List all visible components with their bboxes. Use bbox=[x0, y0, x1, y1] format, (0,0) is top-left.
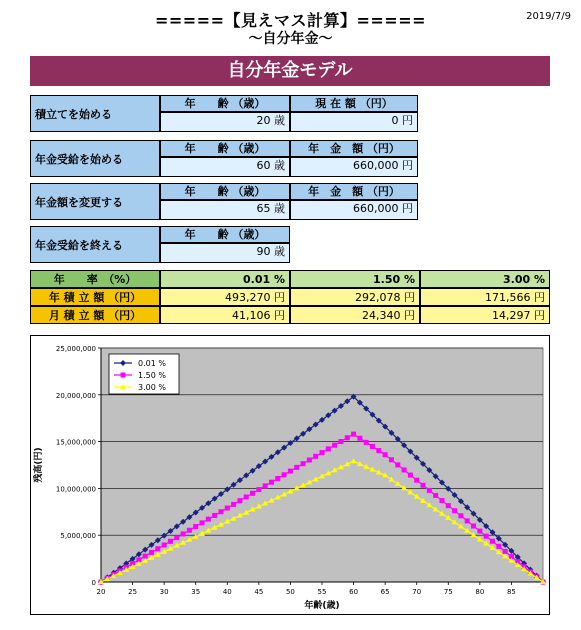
x-tick-label: 50 bbox=[285, 588, 295, 596]
monthly-label: 月 積 立 額 （円） bbox=[30, 306, 160, 324]
data-point bbox=[313, 454, 318, 459]
page-title: =====【見えマス計算】===== bbox=[154, 11, 427, 30]
monthly-value-2: 24,340 円 bbox=[290, 306, 420, 324]
data-point bbox=[212, 513, 217, 518]
data-point bbox=[244, 494, 249, 499]
data-point bbox=[458, 513, 463, 518]
x-tick-label: 25 bbox=[128, 588, 138, 596]
annual-value-1: 493,270 円 bbox=[160, 288, 290, 306]
data-point bbox=[433, 493, 438, 498]
start-amount-head: 現 在 額 （円） bbox=[290, 95, 418, 112]
receive-start-pension-head: 年 金 額 （円） bbox=[290, 140, 418, 157]
x-tick-label: 60 bbox=[349, 588, 359, 596]
data-point bbox=[193, 524, 198, 529]
data-point bbox=[288, 469, 293, 474]
y-tick-label: 20,000,000 bbox=[55, 391, 96, 400]
data-point bbox=[168, 539, 173, 544]
start-age-input[interactable]: 20 歳 bbox=[160, 112, 290, 132]
y-axis-label: 残高(円) bbox=[34, 447, 44, 483]
data-point bbox=[162, 543, 167, 548]
data-point bbox=[357, 436, 362, 441]
legend-label: 0.01 % bbox=[138, 359, 166, 368]
data-point bbox=[452, 508, 457, 513]
data-point bbox=[395, 462, 400, 467]
x-axis-label: 年齢(歳) bbox=[304, 601, 340, 611]
data-point bbox=[326, 446, 331, 451]
data-point bbox=[370, 444, 375, 449]
x-tick-label: 35 bbox=[191, 588, 201, 596]
annual-value-2: 292,078 円 bbox=[290, 288, 420, 306]
data-point bbox=[376, 448, 381, 453]
data-point bbox=[155, 546, 160, 551]
change-age-input[interactable]: 65 歳 bbox=[160, 200, 290, 220]
data-point bbox=[282, 472, 287, 477]
annual-value-3: 171,566 円 bbox=[420, 288, 550, 306]
data-point bbox=[218, 509, 223, 514]
x-tick-label: 80 bbox=[475, 588, 485, 596]
data-point bbox=[301, 461, 306, 466]
data-point bbox=[421, 483, 426, 488]
x-tick-label: 65 bbox=[380, 588, 390, 596]
monthly-value-1: 41,106 円 bbox=[160, 306, 290, 324]
data-point bbox=[471, 523, 476, 528]
data-point bbox=[206, 517, 211, 522]
data-point bbox=[256, 487, 261, 492]
y-tick-label: 25,000,000 bbox=[55, 345, 96, 353]
data-point bbox=[446, 503, 451, 508]
data-point bbox=[351, 432, 356, 437]
data-point bbox=[490, 539, 495, 544]
x-tick-label: 40 bbox=[222, 588, 232, 596]
receive-end-age-head: 年 齢 （歳） bbox=[160, 226, 290, 243]
data-point bbox=[275, 476, 280, 481]
change-pension-head: 年 金 額 （円） bbox=[290, 183, 418, 200]
start-amount-input[interactable]: 0 円 bbox=[290, 112, 418, 132]
data-point bbox=[408, 473, 413, 478]
y-tick-label: 10,000,000 bbox=[55, 485, 96, 494]
data-point bbox=[414, 478, 419, 483]
data-point bbox=[187, 528, 192, 533]
date-label: 2019/7/9 bbox=[526, 11, 571, 22]
data-point bbox=[181, 531, 186, 536]
rate-label: 年 率 （%） bbox=[30, 270, 160, 288]
data-point bbox=[427, 488, 432, 493]
balance-chart-svg bbox=[31, 336, 549, 614]
data-point bbox=[477, 529, 482, 534]
receive-start-pension-input[interactable]: 660,000 円 bbox=[290, 157, 418, 177]
x-tick-label: 30 bbox=[159, 588, 169, 596]
x-tick-label: 55 bbox=[317, 588, 327, 596]
rate-2[interactable]: 1.50 % bbox=[290, 270, 420, 288]
y-tick-label: 15,000,000 bbox=[55, 438, 96, 447]
change-label: 年金額を変更する bbox=[30, 183, 160, 220]
model-banner: 自分年金モデル bbox=[30, 56, 550, 86]
data-point bbox=[465, 518, 470, 523]
data-point bbox=[174, 535, 179, 540]
receive-end-age-input[interactable]: 90 歳 bbox=[160, 243, 290, 263]
data-point bbox=[269, 480, 274, 485]
data-point bbox=[484, 534, 489, 539]
data-point bbox=[345, 435, 350, 440]
rate-1[interactable]: 0.01 % bbox=[160, 270, 290, 288]
change-pension-input[interactable]: 660,000 円 bbox=[290, 200, 418, 220]
data-point bbox=[402, 467, 407, 472]
data-point bbox=[294, 465, 299, 470]
data-point bbox=[250, 491, 255, 496]
x-tick-label: 45 bbox=[254, 588, 264, 596]
data-point bbox=[383, 452, 388, 457]
x-tick-label: 20 bbox=[96, 588, 106, 596]
change-age-head: 年 齢 （歳） bbox=[160, 183, 290, 200]
data-point bbox=[389, 457, 394, 462]
data-point bbox=[332, 443, 337, 448]
receive-start-age-head: 年 齢 （歳） bbox=[160, 140, 290, 157]
balance-chart bbox=[30, 335, 550, 615]
data-point bbox=[231, 502, 236, 507]
receive-start-age-input[interactable]: 60 歳 bbox=[160, 157, 290, 177]
data-point bbox=[439, 498, 444, 503]
x-tick-label: 85 bbox=[506, 588, 516, 596]
data-point bbox=[143, 554, 148, 559]
page-subtitle: ～自分年金～ bbox=[248, 31, 333, 47]
annual-label: 年 積 立 額 （円） bbox=[30, 288, 160, 306]
data-point bbox=[307, 457, 312, 462]
data-point bbox=[364, 440, 369, 445]
start-age-head: 年 齢 （歳） bbox=[160, 95, 290, 112]
data-point bbox=[237, 498, 242, 503]
x-tick-label: 75 bbox=[443, 588, 453, 596]
data-point bbox=[320, 450, 325, 455]
y-tick-label: 0 bbox=[91, 579, 96, 587]
x-tick-label: 70 bbox=[412, 588, 422, 596]
data-point bbox=[503, 549, 508, 554]
data-point bbox=[263, 483, 268, 488]
data-point bbox=[121, 373, 126, 378]
data-point bbox=[225, 506, 230, 511]
start-label: 積立てを始める bbox=[30, 95, 160, 132]
data-point bbox=[496, 544, 501, 549]
data-point bbox=[338, 439, 343, 444]
legend bbox=[109, 354, 179, 394]
receive-start-label: 年金受給を始める bbox=[30, 140, 160, 177]
receive-end-label: 年金受給を終える bbox=[30, 226, 160, 263]
y-tick-label: 5,000,000 bbox=[60, 532, 96, 541]
data-point bbox=[200, 520, 205, 525]
legend-label: 3.00 % bbox=[138, 383, 166, 392]
monthly-value-3: 14,297 円 bbox=[420, 306, 550, 324]
data-point bbox=[149, 550, 154, 555]
rate-3[interactable]: 3.00 % bbox=[420, 270, 550, 288]
legend-label: 1.50 % bbox=[138, 371, 166, 380]
